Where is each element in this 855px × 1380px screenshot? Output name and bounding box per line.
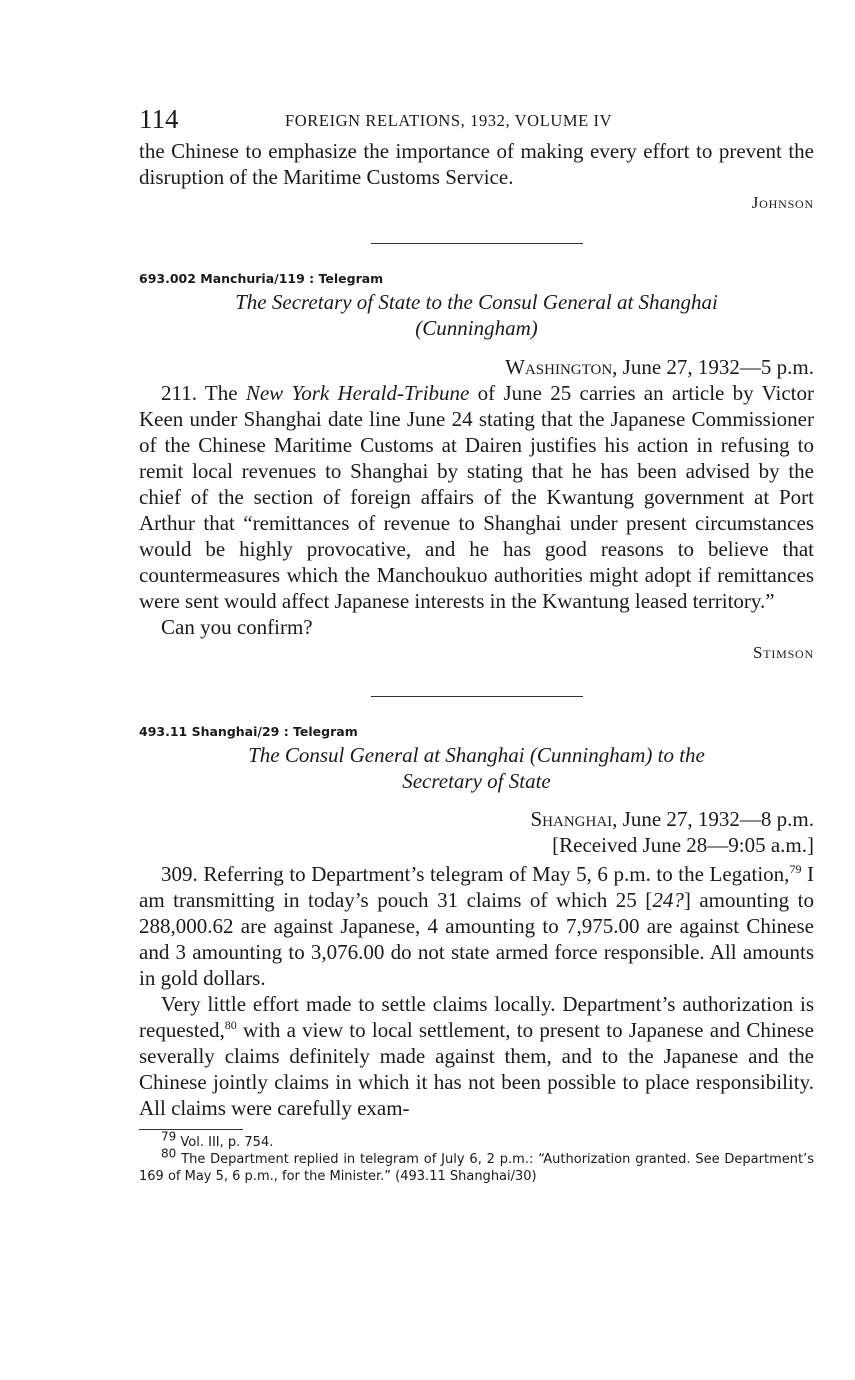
telegram-paragraph: Can you confirm? <box>161 615 313 639</box>
running-header <box>139 104 814 138</box>
continuation-paragraph: the Chinese to emphasize the importance of making every effort to prevent the disruption of the Maritime Customs Service. <box>139 139 814 189</box>
footnote-divider <box>139 1129 243 1130</box>
telegram-paragraph <box>139 861 814 991</box>
footnote-text: The Department replied in telegram of July 6, 2 p.m.: “Authorization granted. See Department’s 169 of May 5, 6 p.m., for the Minister.” (493.11 Shanghai/30) <box>139 1152 814 1184</box>
newspaper-title: New York Herald-Tribune <box>245 381 470 405</box>
footnote <box>139 1146 814 1185</box>
telegram-paragraph <box>139 991 814 1121</box>
dateline-place: Washington <box>505 355 613 379</box>
file-reference: 493.11 Shanghai/29 : Telegram <box>139 724 358 739</box>
paragraph-text: Very little effort made to settle claims locally. Department’s authorization is requested, <box>139 992 814 1042</box>
document-heading <box>139 289 814 341</box>
heading-line: The Secretary of State to the Consul General at Shanghai <box>235 290 718 314</box>
footnote-mark: 80 <box>161 1146 177 1161</box>
paragraph-text: 211. The <box>161 381 246 405</box>
footnote-ref: 80 <box>224 1018 237 1032</box>
page-number: 114 <box>139 104 179 134</box>
footnote <box>139 1129 814 1151</box>
file-reference: 693.002 Manchuria/119 : Telegram <box>139 271 384 286</box>
paragraph-text: ] amounting to 288,000.62 are against Japanese, 4 amounting to 7,975.00 are against Chinese and 3 amounting to 3,076.00 do not state armed force responsible. All amounts in gold dollars. <box>139 888 815 990</box>
running-title: FOREIGN RELATIONS, 1932, VOLUME IV <box>285 111 613 130</box>
heading-line: Secretary of State <box>402 769 551 793</box>
signature-stimson: Stimson <box>752 643 814 662</box>
footnote-ref: 79 <box>789 862 802 876</box>
paragraph-text: I am transmitting in today’s pouch 31 claims of which 25 [ <box>139 862 815 912</box>
document-heading <box>139 742 814 794</box>
dateline <box>139 354 814 380</box>
dateline-place: Shanghai <box>530 807 613 831</box>
signature-johnson: Johnson <box>751 193 814 212</box>
paragraph-text: 309. Referring to Department’s telegram of May 5, 6 p.m. to the Legation, <box>161 862 790 886</box>
section-divider <box>371 696 583 697</box>
dateline <box>139 806 814 832</box>
dateline-date: , June 27, 1932—5 p.m. <box>612 355 814 379</box>
received-line: [Received June 28—9:05 a.m.] <box>552 833 814 857</box>
dateline-date: , June 27, 1932—8 p.m. <box>612 807 814 831</box>
paragraph-text: of June 25 carries an article by Victor Keen under Shanghai date line June 24 stating that the Japanese Commissioner of the Chinese Maritime Customs at Dairen justifies his action in refusing to remit local revenues to Shanghai by stating that he has been advised by the chief of the section of foreign affairs of the Kwantung government at Port Arthur that “remittances of revenue to Shanghai under present circumstances would be highly provocative, and he has good reasons to believe that countermeasures which the Manchoukuo authorities might adopt if remittances were sent would affect Japanese interests in the Kwantung leased territory.” <box>139 381 814 613</box>
heading-line: (Cunningham) <box>415 316 538 340</box>
document-page <box>139 104 814 1185</box>
footnote-text: Vol. III, p. 754. <box>176 1135 274 1150</box>
paragraph-text: with a view to local settlement, to present to Japanese and Chinese severally claims definitely made against them, and to the Japanese and the Chinese jointly claims in which it has not been possible to place responsibility. All claims were carefully exam- <box>139 1018 814 1120</box>
telegram-paragraph <box>139 380 814 614</box>
bracketed-correction: 24? <box>652 888 684 912</box>
heading-line: The Consul General at Shanghai (Cunningham) to the <box>248 743 705 767</box>
footnote-mark: 79 <box>161 1129 177 1144</box>
section-divider <box>371 243 583 244</box>
